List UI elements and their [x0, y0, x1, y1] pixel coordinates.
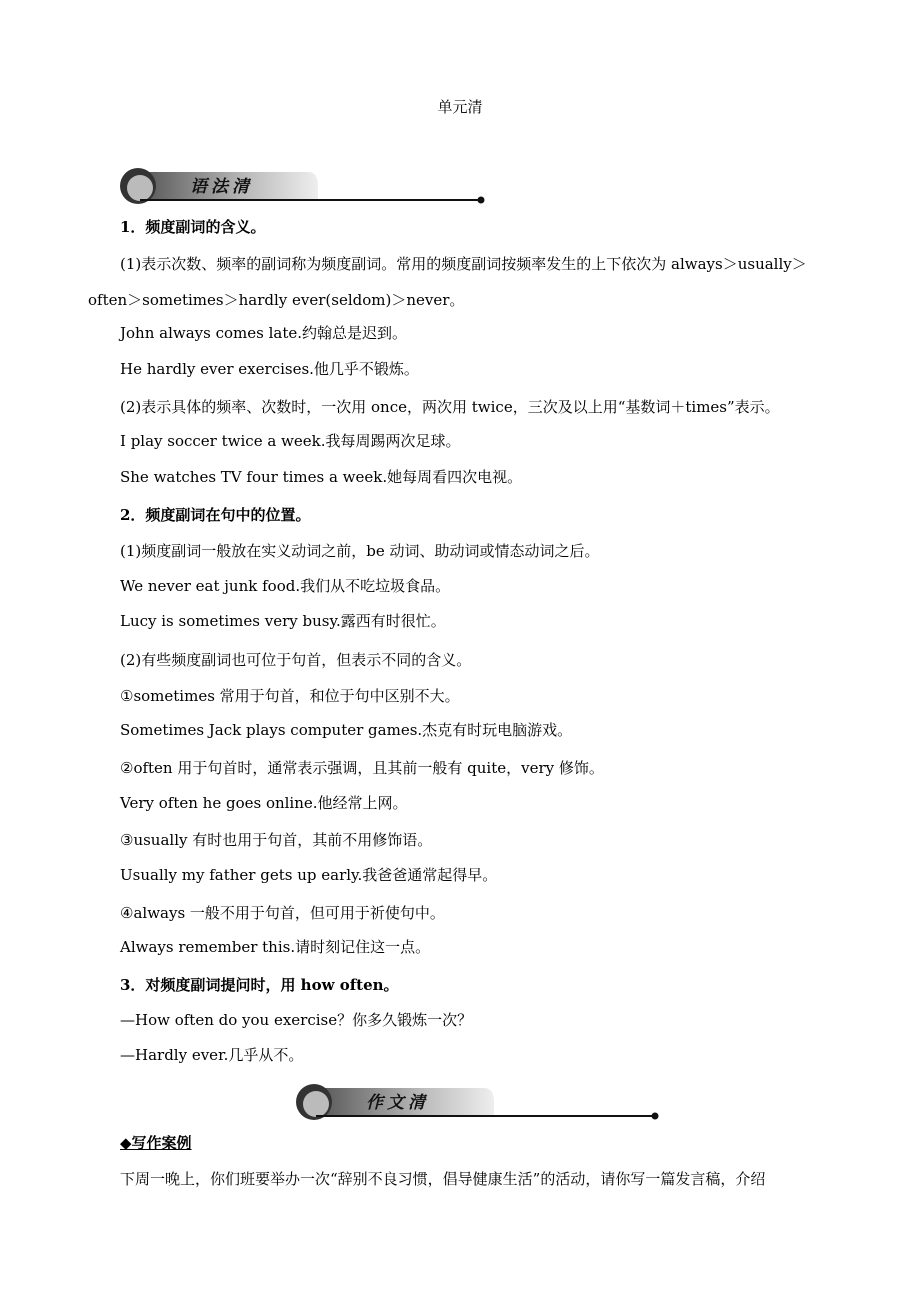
- banner-decoration-icon: [118, 166, 488, 206]
- example-sentence: He hardly ever exercises.他几乎不锻炼。: [120, 360, 419, 378]
- writing-case-heading: ◆写作案例: [120, 1134, 192, 1152]
- writing-banner: [294, 1082, 664, 1122]
- grammar-banner-label: 语法清: [190, 177, 253, 197]
- writing-case-text: 下周一晚上，你们班要举办一次“辞别不良习惯，倡导健康生活”的活动，请你写一篇发言稿，介绍: [120, 1170, 766, 1188]
- page-title: 单元清: [437, 98, 483, 116]
- grammar-point-3-heading: 3．对频度副词提问时，用 how often。: [120, 976, 399, 994]
- banner-decoration-icon: [294, 1082, 664, 1122]
- grammar-point-2-heading: 2．频度副词在句中的位置。: [120, 506, 311, 524]
- grammar-point-1-2-text: (2)表示具体的频率、次数时，一次用 once，两次用 twice，三次及以上用“基数词＋times”表示。: [120, 398, 780, 416]
- example-sentence: Sometimes Jack plays computer games.杰克有时玩电脑游戏。: [120, 721, 573, 739]
- grammar-banner: [118, 166, 488, 206]
- grammar-point-2-2-text: (2)有些频度副词也可位于句首，但表示不同的含义。: [120, 651, 472, 669]
- grammar-point-2-1-text: (1)频度副词一般放在实义动词之前，be 动词、助动词或情态动词之后。: [120, 542, 600, 560]
- example-sentence: Very often he goes online.他经常上网。: [120, 794, 408, 812]
- example-sentence: Usually my father gets up early.我爸爸通常起得早。: [120, 866, 498, 884]
- sub-point: ③usually 有时也用于句首，其前不用修饰语。: [120, 831, 433, 849]
- example-sentence: Lucy is sometimes very busy.露西有时很忙。: [120, 612, 446, 630]
- dialogue-line: —How often do you exercise？你多久锻炼一次？: [120, 1011, 473, 1029]
- writing-banner-label: 作文清: [366, 1093, 429, 1113]
- grammar-point-1-1-text: (1)表示次数、频率的副词称为频度副词。常用的频度副词按频率发生的上下依次为 always＞usually＞: [120, 255, 807, 273]
- dialogue-line: —Hardly ever.几乎从不。: [120, 1046, 304, 1064]
- example-sentence: Always remember this.请时刻记住这一点。: [120, 938, 431, 956]
- sub-point: ④always 一般不用于句首，但可用于祈使句中。: [120, 904, 445, 922]
- example-sentence: I play soccer twice a week.我每周踢两次足球。: [120, 432, 461, 450]
- example-sentence: She watches TV four times a week.她每周看四次电视。: [120, 468, 523, 486]
- example-sentence: John always comes late.约翰总是迟到。: [120, 324, 408, 342]
- grammar-point-1-1-text-cont: often＞sometimes＞hardly ever(seldom)＞never。: [88, 291, 465, 309]
- example-sentence: We never eat junk food.我们从不吃垃圾食品。: [120, 577, 451, 595]
- sub-point: ②often 用于句首时，通常表示强调，且其前一般有 quite，very 修饰。: [120, 759, 604, 777]
- grammar-point-1-heading: 1．频度副词的含义。: [120, 218, 266, 236]
- sub-point: ①sometimes 常用于句首，和位于句中区别不大。: [120, 687, 460, 705]
